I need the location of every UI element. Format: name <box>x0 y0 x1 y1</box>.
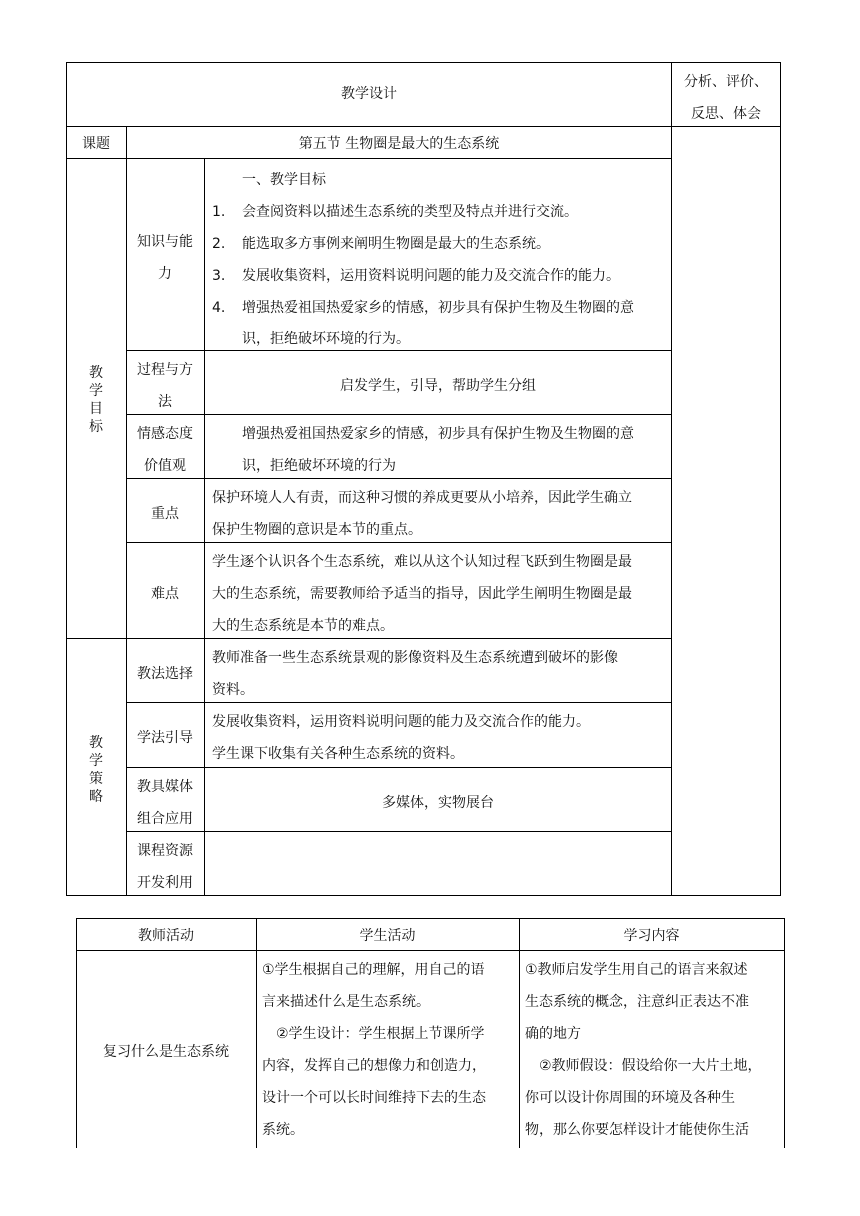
knowledge-label-line2: 力 <box>158 266 172 282</box>
objective-item: 1. 会查阅资料以描述生态系统的类型及特点并进行交流。 <box>212 204 578 220</box>
guide-label: 学法引导 <box>137 730 193 746</box>
table-border-top <box>66 62 781 63</box>
objective-item: 3. 发展收集资料，运用资料说明问题的能力及交流合作的能力。 <box>212 268 620 284</box>
method-line1: 教师准备一些生态系统景观的影像资料及生态系统遭到破坏的影像 <box>212 650 618 666</box>
difficulty-line3: 大的生态系统是本节的难点。 <box>212 618 394 634</box>
row-divider <box>126 414 672 415</box>
resource-label-line1: 课程资源 <box>137 843 193 859</box>
guide-line2: 学生课下收集有关各种生态系统的资料。 <box>212 746 464 762</box>
objective-item: 2. 能选取多方事例来阐明生物圈是最大的生态系统。 <box>212 236 550 252</box>
process-value: 启发学生，引导，帮助学生分组 <box>340 378 536 394</box>
table-border-top <box>76 918 785 919</box>
key-point-label: 重点 <box>151 506 179 522</box>
emotion-label-line2: 价值观 <box>144 458 186 474</box>
header-teacher-activity: 教师活动 <box>138 928 194 944</box>
topic-value: 第五节 生物圈是最大的生态系统 <box>298 136 500 152</box>
col-divider <box>204 158 205 896</box>
learning-content-line: 生态系统的概念，注意纠正表达不准 <box>525 994 749 1010</box>
learning-content-line: ①教师启发学生用自己的语言来叙述 <box>525 962 748 978</box>
key-point-line2: 保护生物圈的意识是本节的重点。 <box>212 522 422 538</box>
header-design: 教学设计 <box>341 86 397 102</box>
process-label-line2: 法 <box>158 394 172 410</box>
emotion-label-line1: 情感态度 <box>137 426 193 442</box>
student-activity-line: ②学生设计：学生根据上节课所学 <box>262 1026 485 1042</box>
header-student-activity: 学生活动 <box>359 928 416 944</box>
guide-line1: 发展收集资料，运用资料说明问题的能力及交流合作的能力。 <box>212 714 590 730</box>
header-learning-content: 学习内容 <box>623 928 680 944</box>
table-border-left <box>66 62 67 896</box>
learning-content-line: ②教师假设：假设给你一大片土地， <box>525 1058 762 1074</box>
col-divider <box>671 62 672 896</box>
row-divider <box>126 831 672 832</box>
media-label-line1: 教具媒体 <box>137 779 193 795</box>
row-divider <box>126 478 672 479</box>
learning-content-line: 你可以设计你周围的环境及各种生 <box>525 1090 735 1106</box>
teacher-activity-cell: 复习什么是生态系统 <box>103 1044 229 1060</box>
key-point-line1: 保护环境人人有责，而这种习惯的养成更要从小培养，因此学生确立 <box>212 490 632 506</box>
strategy-label: 教 学 策 略 <box>89 735 103 805</box>
student-activity-line: ①学生根据自己的理解，用自己的语 <box>262 962 485 978</box>
objective-item: 4. 增强热爱祖国热爱家乡的情感，初步具有保护生物及生物圈的意 <box>212 300 634 316</box>
process-label-line1: 过程与方 <box>137 362 193 378</box>
emotion-text-line2: 识，拒绝破坏环境的行为 <box>242 458 396 474</box>
method-label: 教法选择 <box>137 666 193 682</box>
emotion-text-line1: 增强热爱祖国热爱家乡的情感，初步具有保护生物及生物圈的意 <box>242 426 634 442</box>
difficulty-label: 难点 <box>151 586 179 602</box>
media-label-line2: 组合应用 <box>137 811 193 827</box>
table-border-right <box>784 918 785 1148</box>
row-divider <box>126 702 672 703</box>
header-analysis-line1: 分析、评价、 <box>684 74 768 90</box>
learning-content-line: 物，那么你要怎样设计才能使你生活 <box>525 1122 749 1138</box>
header-analysis-line2: 反思、体会 <box>691 106 761 122</box>
table-border-right <box>780 62 781 896</box>
student-activity-line: 设计一个可以长时间维持下去的生态 <box>262 1090 486 1106</box>
goals-label: 教 学 目 标 <box>89 365 103 435</box>
knowledge-label-line1: 知识与能 <box>137 234 193 250</box>
resource-label-line2: 开发利用 <box>137 875 193 891</box>
media-value: 多媒体，实物展台 <box>382 795 494 811</box>
table-border-left <box>76 918 77 1148</box>
student-activity-line: 内容，发挥自己的想像力和创造力， <box>262 1058 486 1074</box>
student-activity-line: 系统。 <box>262 1122 304 1138</box>
method-line2: 资料。 <box>212 682 254 698</box>
col-divider <box>519 918 520 1148</box>
objective-item-continued: 识，拒绝破坏环境的行为。 <box>242 331 410 347</box>
student-activity-line: 言来描述什么是生态系统。 <box>262 994 430 1010</box>
objectives-heading: 一、教学目标 <box>242 172 326 188</box>
col-divider <box>256 918 257 1148</box>
topic-label: 课题 <box>82 136 110 152</box>
difficulty-line1: 学生逐个认识各个生态系统，难以从这个认知过程飞跃到生物圈是最 <box>212 554 632 570</box>
learning-content-line: 确的地方 <box>525 1026 581 1042</box>
difficulty-line2: 大的生态系统，需要教师给予适当的指导，因此学生阐明生物圈是最 <box>212 586 632 602</box>
